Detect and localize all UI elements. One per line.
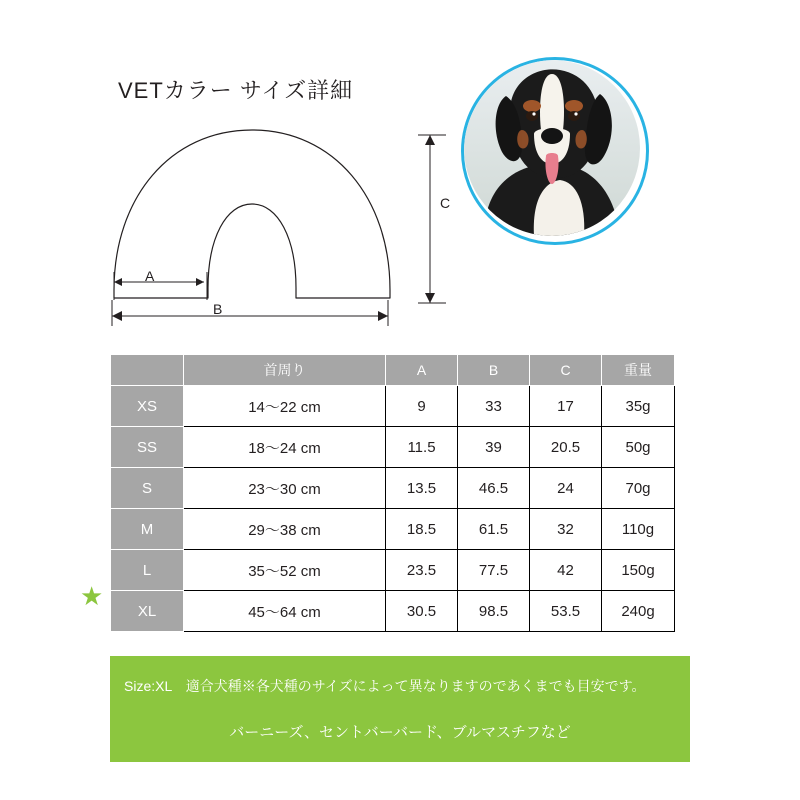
header-c: C — [530, 355, 602, 386]
header-neck: 首周り — [184, 355, 386, 386]
cell-neck: 45〜64 cm — [184, 591, 386, 632]
cell-b: 61.5 — [458, 509, 530, 550]
cell-size: XS — [111, 386, 184, 427]
cell-b: 77.5 — [458, 550, 530, 591]
cell-size: SS — [111, 427, 184, 468]
cell-size: L — [111, 550, 184, 591]
cell-size: S — [111, 468, 184, 509]
cell-weight: 35g — [602, 386, 675, 427]
cell-size: M — [111, 509, 184, 550]
cell-a: 13.5 — [386, 468, 458, 509]
size-table — [110, 354, 675, 632]
page-title: VETカラー サイズ詳細 — [118, 78, 354, 103]
table-row — [111, 550, 675, 591]
cell-b: 46.5 — [458, 468, 530, 509]
cell-weight: 240g — [602, 591, 675, 632]
cell-c: 17 — [530, 386, 602, 427]
dimension-label-a: A — [145, 268, 155, 284]
cell-neck: 29〜38 cm — [184, 509, 386, 550]
cell-b: 39 — [458, 427, 530, 468]
cell-a: 18.5 — [386, 509, 458, 550]
table-row — [111, 386, 675, 427]
cell-c: 20.5 — [530, 427, 602, 468]
table-row — [111, 468, 675, 509]
table-row — [111, 427, 675, 468]
table-header-row — [111, 355, 675, 386]
cell-a: 23.5 — [386, 550, 458, 591]
cell-neck: 23〜30 cm — [184, 468, 386, 509]
header-weight: 重量 — [602, 355, 675, 386]
cell-a: 9 — [386, 386, 458, 427]
star-icon: ★ — [80, 581, 104, 611]
cell-c: 42 — [530, 550, 602, 591]
cell-weight: 50g — [602, 427, 675, 468]
cell-neck: 35〜52 cm — [184, 550, 386, 591]
breed-note — [110, 656, 690, 762]
cell-weight: 70g — [602, 468, 675, 509]
cell-b: 33 — [458, 386, 530, 427]
cell-c: 32 — [530, 509, 602, 550]
product-diagram — [100, 120, 420, 330]
cell-weight: 150g — [602, 550, 675, 591]
dimension-label-b: B — [213, 301, 223, 317]
breed-note-line1: Size:XL 適合犬種※各犬種のサイズによって異なりますのであくまでも目安です。 — [124, 678, 646, 694]
cell-a: 30.5 — [386, 591, 458, 632]
header-b: B — [458, 355, 530, 386]
cell-a: 11.5 — [386, 427, 458, 468]
table-row — [111, 509, 675, 550]
header-a: A — [386, 355, 458, 386]
cell-c: 53.5 — [530, 591, 602, 632]
cell-c: 24 — [530, 468, 602, 509]
cell-neck: 14〜22 cm — [184, 386, 386, 427]
cell-b: 98.5 — [458, 591, 530, 632]
cell-weight: 110g — [602, 509, 675, 550]
breed-note-line2: バーニーズ、セントバーバード、ブルマスチフなど — [229, 724, 571, 741]
cell-size: XL — [111, 591, 184, 632]
header-size — [111, 355, 184, 386]
dimension-label-c: C — [440, 195, 451, 211]
table-row — [111, 591, 675, 632]
dog-photo — [461, 57, 649, 245]
cell-neck: 18〜24 cm — [184, 427, 386, 468]
